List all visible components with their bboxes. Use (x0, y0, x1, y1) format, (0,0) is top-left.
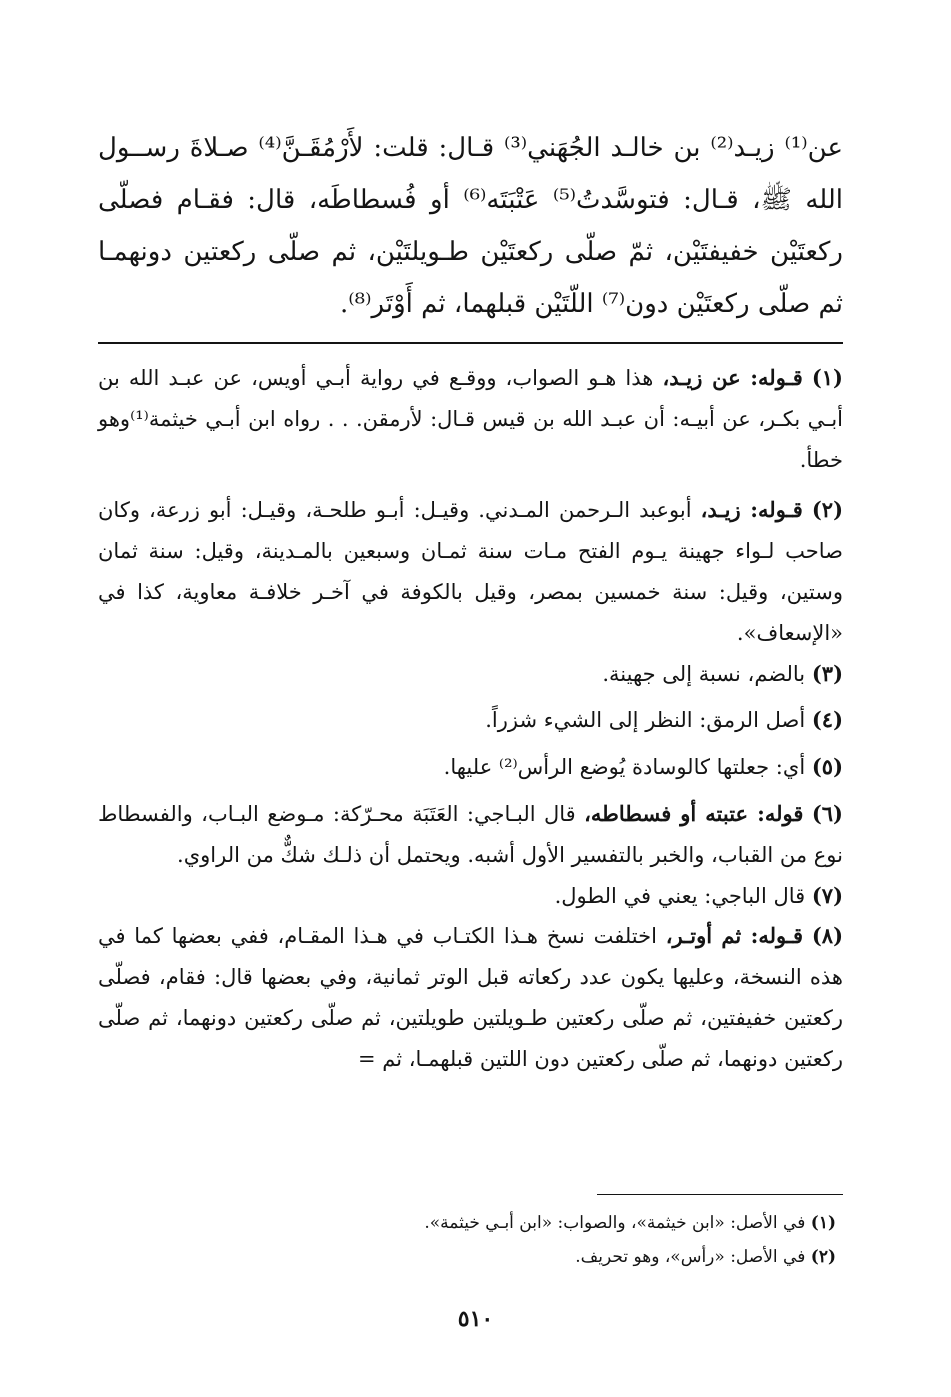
footnote-lemma: قـوله: زيـد، (700, 497, 803, 523)
footnote-text: أصل الرمق: النظر إلى الشيء شزراً. (485, 708, 806, 733)
footnote-2 (98, 490, 843, 653)
footnote-number: (٣) (811, 660, 843, 686)
footnote-text: اختلفت نسخ هـذا الكتـاب في هـذا المقـام، ففي بعضها كما في هذه النسخة، وعليها يكون عدد ركعاته قبل الوتر ثمانية، وفي بعضها قال: فقام، فصلّى ركعتين خفيفتين، ثم صلّى ركعتين طـويلتين طويلتين، ثم صلّى ركعتين دونهما، ثم صلّى ركعتين دونهما، ثم صلّى ركعتين دون اللتين قبلهمـا، ثم = (98, 924, 843, 1071)
footnote-number: (٥) (811, 754, 843, 780)
footnote-1 (98, 358, 843, 480)
footnote-6 (98, 794, 843, 876)
sub-footnote-text: في الأصل: «رأس»، وهو تحريف. (575, 1247, 806, 1267)
footnote-7 (98, 876, 843, 917)
sub-footnotes (98, 1206, 836, 1274)
sub-footnote-1 (98, 1206, 836, 1240)
footnotes (98, 358, 843, 1080)
footnote-text: أي: جعلتها كالوسادة يُوضع الرأس⁽²⁾ عليها. (443, 755, 806, 780)
footnote-text: قال الباجي: يعني في الطول. (554, 883, 806, 908)
main-text (98, 122, 843, 330)
footnote-8 (98, 916, 843, 1079)
sub-footnote-2 (98, 1240, 836, 1274)
sub-footnote-number: (١) (810, 1213, 836, 1233)
footnote-number: (٨) (811, 923, 843, 949)
footnote-number: (١) (811, 365, 843, 390)
sub-footnote-divider (597, 1194, 843, 1195)
footnote-4 (98, 700, 843, 741)
footnote-number: (٤) (811, 707, 843, 733)
footnote-lemma: قـوله: ثم أوتـر، (665, 923, 804, 949)
footnote-lemma: قـوله: عن زيـد، (662, 365, 803, 390)
page-number: ٥١٠ (457, 1306, 494, 1332)
footnote-3 (98, 654, 843, 695)
sub-footnote-number: (٢) (810, 1247, 836, 1267)
footnote-text: قال البـاجي: العَتَبَة محـرّكة: مـوضع البـاب، والفسطاط نوع من القباب، والخبر بالتفسير الأول أشبه. ويحتمل أن ذلـك شكٌّ من الراوي. (98, 801, 843, 867)
footnote-divider (98, 342, 843, 344)
footnote-5 (98, 747, 843, 788)
footnote-number: (٧) (811, 882, 843, 908)
footnote-number: (٦) (811, 800, 843, 826)
hadith-paragraph: عن⁽¹⁾ زيـد⁽²⁾ بن خالـد الجُهَني⁽³⁾ قـال: قلت: لأَرْمُقَـنَّ⁽⁴⁾ صـلاةَ رســول الله ﷺ، قـال: فتوسَّدتُ⁽⁵⁾ عَتْبَتَه⁽⁶⁾ أو فُسطاطَه، قال: فقـام فصلّى ركعتَيْن خفيفتَيْن، ثمّ صلّى ركعتَيْن طـويلتَيْن، ثم صلّى ركعتين دونهمـا ثم صلّى ركعتَيْن دون⁽⁷⁾ اللّتَيْن قبلهما، ثم أَوْتَر⁽⁸⁾. (98, 133, 844, 319)
footnote-text: هذا هـو الصواب، ووقـع في رواية أبـي أويس، عن عبـد الله بن أبـي بكـر، عن أبيـه: أن عبـد الله بن قيس قـال: لأرمقن. . . رواه ابن أبـي خيثمة⁽¹⁾وهو خطأ. (98, 366, 843, 472)
footnote-text: بالضم، نسبة إلى جهينة. (602, 661, 806, 686)
sub-footnote-text: في الأصل: «ابن خيثمة»، والصواب: «ابن أبـي خيثمة». (424, 1213, 806, 1233)
footnote-lemma: قوله: عتبته أو فسطاطه، (584, 800, 804, 826)
footnote-number: (٢) (811, 497, 843, 523)
footnote-text: أبوعبد الـرحمن المـدني. وقيـل: أبـو طلحـة، وقيـل: أبو زرعة، وكان صاحب لـواء جهينة يـوم الفتح مـات سنة ثمـان وسبعين بالمـدينة، وقيل: سنة ثمان وستين، وقيل: سنة خمسين بمصر، وقيل بالكوفة في آخـر خلافـة معاوية، كذا في «الإسعاف». (98, 498, 843, 645)
